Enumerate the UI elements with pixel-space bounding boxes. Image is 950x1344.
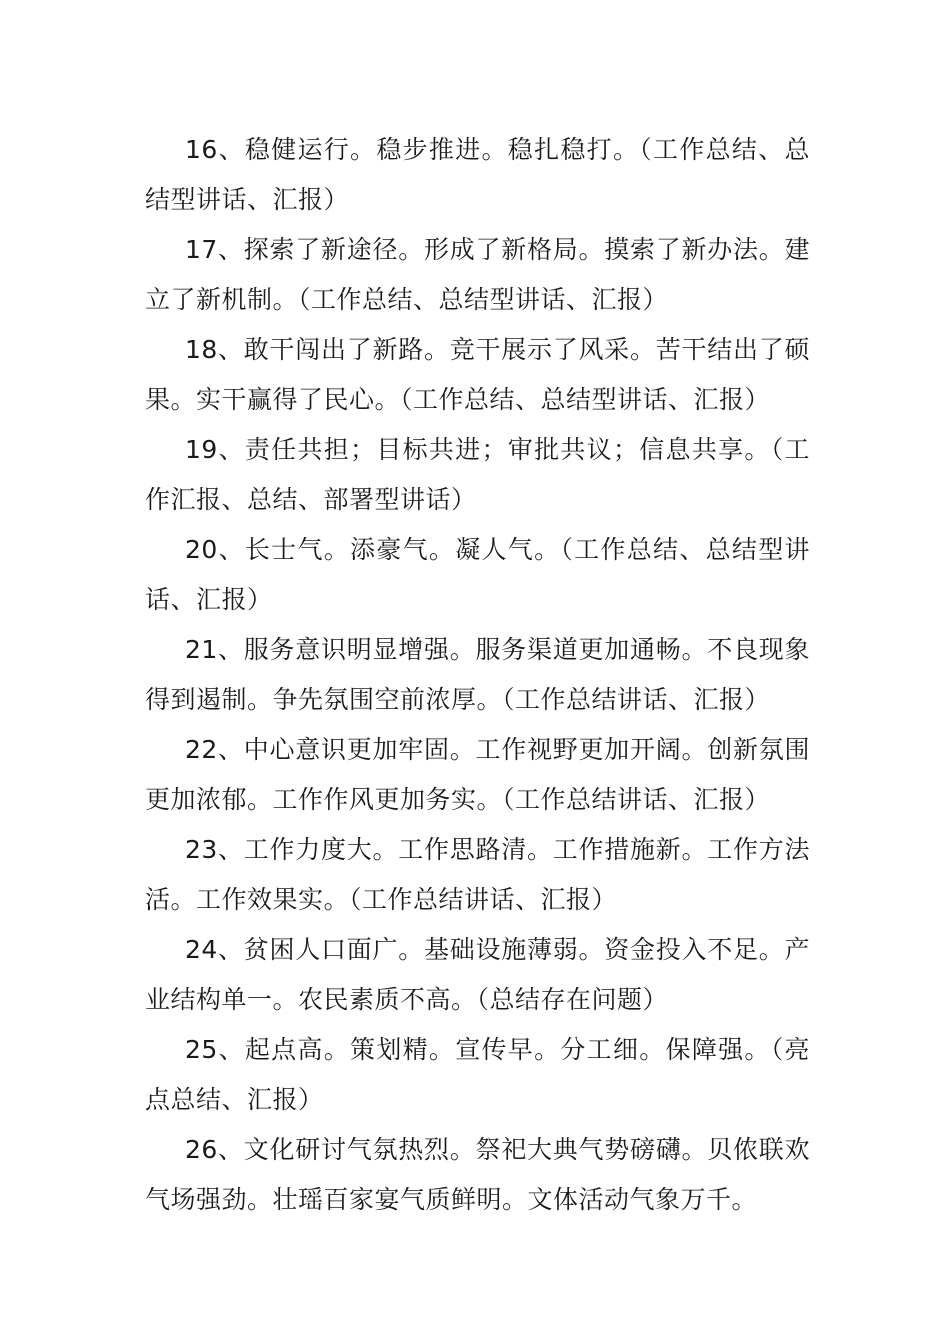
list-item-23: 23、工作力度大。工作思路清。工作措施新。工作方法活。工作效果实。（工作总结讲话、汇报） xyxy=(145,835,810,914)
document-body xyxy=(145,125,810,1225)
list-item-18: 18、敢干闯出了新路。竞干展示了风采。苦干结出了硕果。实干赢得了民心。（工作总结、总结型讲话、汇报） xyxy=(145,335,810,414)
list-item-19: 19、责任共担；目标共进；审批共议；信息共享。（工作汇报、总结、部署型讲话） xyxy=(145,435,810,514)
list-item-21: 21、服务意识明显增强。服务渠道更加通畅。不良现象得到遏制。争先氛围空前浓厚。（工作总结讲话、汇报） xyxy=(145,635,810,714)
list-item-22: 22、中心意识更加牢固。工作视野更加开阔。创新氛围更加浓郁。工作作风更加务实。（工作总结讲话、汇报） xyxy=(145,735,810,814)
list-item-26: 26、文化研讨气氛热烈。祭祀大典气势磅礴。贝侬联欢气场强劲。壮瑶百家宴气质鲜明。文体活动气象万千。 xyxy=(145,1135,810,1214)
list-item-16: 16、稳健运行。稳步推进。稳扎稳打。（工作总结、总结型讲话、汇报） xyxy=(145,135,810,214)
list-item-17: 17、探索了新途径。形成了新格局。摸索了新办法。建立了新机制。（工作总结、总结型讲话、汇报） xyxy=(145,235,810,314)
list-item-25: 25、起点高。策划精。宣传早。分工细。保障强。（亮点总结、汇报） xyxy=(145,1035,810,1114)
list-item-20: 20、长士气。添豪气。凝人气。（工作总结、总结型讲话、汇报） xyxy=(145,535,810,614)
list-item-24: 24、贫困人口面广。基础设施薄弱。资金投入不足。产业结构单一。农民素质不高。（总结存在问题） xyxy=(145,935,810,1014)
